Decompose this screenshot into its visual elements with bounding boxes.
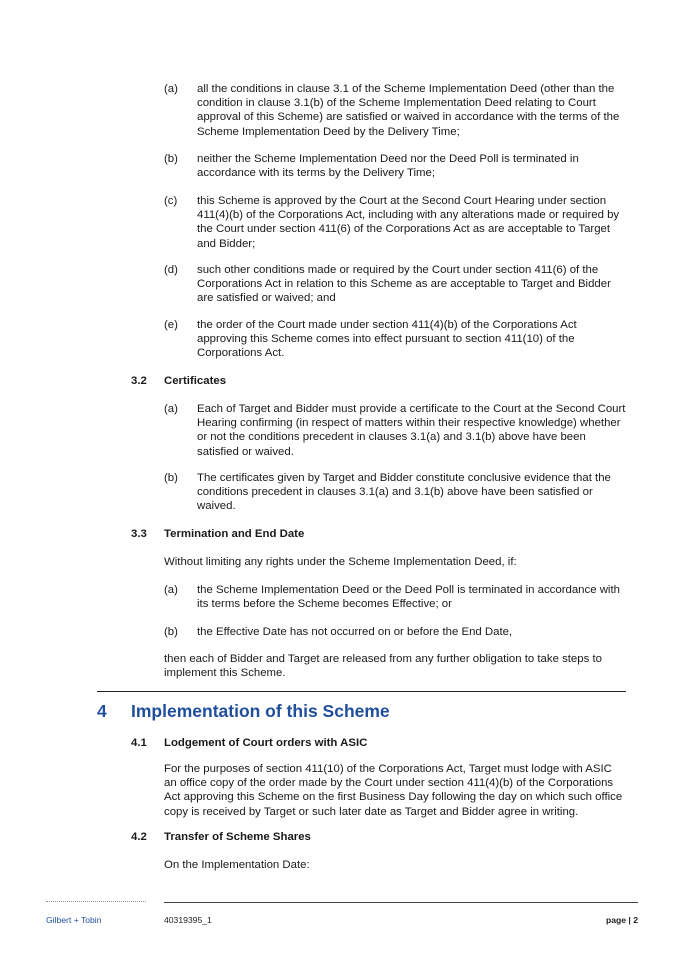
item-text: The certificates given by Target and Bidder constitute conclusive evidence that the conditions precedent in clauses 3.1(a) and 3.1(b) above have been satisfied or waived.: [197, 472, 611, 513]
section-title: Transfer of Scheme Shares: [164, 831, 311, 843]
condition-b: [164, 152, 626, 180]
footer-rule: [164, 902, 638, 903]
footer-page-number: page | 2: [605, 915, 638, 925]
section-title: Certificates: [164, 375, 227, 387]
item-label: (b): [164, 472, 178, 484]
transfer-paragraph: On the Implementation Date:: [164, 859, 310, 871]
termination-item-a: [164, 583, 626, 611]
section-number: 4.2: [131, 831, 147, 843]
termination-intro: Without limiting any rights under the Scheme Implementation Deed, if:: [164, 556, 517, 568]
condition-text: the order of the Court made under section 411(4)(b) of the Corporations Act approving this Scheme comes into effect pursuant to section 411(10) of the Corporations Act.: [197, 319, 577, 360]
condition-text: this Scheme is approved by the Court at the Second Court Hearing under section 411(4)(b) of the Corporations Act, including with any alterations made or required by the Court under section 411(6) of the Corporations Act as are acceptable to Target and Bidder;: [197, 195, 620, 250]
footer-dotted-rule: [46, 901, 146, 902]
condition-d: [164, 263, 626, 306]
footer-document-reference: 40319395_1: [164, 915, 212, 925]
certificate-item-b: [164, 471, 626, 514]
lodgement-paragraph: For the purposes of section 411(10) of the Corporations Act, Target must lodge with ASIC an office copy of the order made by the Court under section 411(4)(b) of the Corporations Act approving this Scheme on the first Business Day following the day on which such office copy is received by Target or such later date as Target and Bidder agree in writing.: [164, 763, 623, 818]
item-label: (a): [164, 403, 178, 415]
section-title: Implementation of this Scheme: [131, 701, 390, 721]
section-title: Termination and End Date: [164, 528, 305, 540]
certificate-item-a: [164, 402, 626, 459]
item-text: Each of Target and Bidder must provide a certificate to the Court at the Second Court Hearing confirming (in respect of matters within their respective knowledge) whether or not the conditions precedent in clauses 3.1(a) and 3.1(b) above have been satisfied or waived.: [197, 403, 626, 458]
item-label: (b): [164, 626, 178, 638]
section-number: 4.1: [131, 737, 147, 749]
condition-e: [164, 318, 626, 361]
section-number: 4: [97, 701, 107, 721]
section-title: Lodgement of Court orders with ASIC: [164, 737, 368, 749]
condition-label: (b): [164, 153, 178, 165]
condition-text: all the conditions in clause 3.1 of the Scheme Implementation Deed (other than the condition in clause 3.1(b) of the Scheme Implementation Deed relating to Court approval of this Scheme) are satisfied or waived in accordance with the terms of the Scheme Implementation Deed by the Delivery Time;: [197, 83, 620, 138]
item-text: the Effective Date has not occurred on or before the End Date,: [197, 626, 513, 638]
condition-text: such other conditions made or required by the Court under section 411(6) of the Corporations Act in relation to this Scheme as are acceptable to Target and Bidder are satisfied or waived; and: [197, 264, 611, 305]
condition-a: [164, 82, 626, 139]
condition-label: (a): [164, 83, 178, 95]
section-divider: [97, 691, 626, 692]
condition-label: (d): [164, 264, 178, 276]
condition-text: neither the Scheme Implementation Deed nor the Deed Poll is terminated in accordance with its terms by the Delivery Time;: [197, 153, 579, 180]
item-label: (a): [164, 584, 178, 596]
termination-outro: then each of Bidder and Target are released from any further obligation to take steps to implement this Scheme.: [164, 653, 602, 680]
condition-label: (c): [164, 195, 178, 207]
section-number: 3.3: [131, 528, 147, 540]
condition-label: (e): [164, 319, 178, 331]
footer-firm-name: Gilbert + Tobin: [46, 915, 102, 925]
section-number: 3.2: [131, 375, 147, 387]
item-text: the Scheme Implementation Deed or the Deed Poll is terminated in accordance with its terms before the Scheme becomes Effective; or: [197, 584, 620, 611]
condition-c: [164, 194, 626, 251]
termination-item-b: [164, 625, 626, 639]
